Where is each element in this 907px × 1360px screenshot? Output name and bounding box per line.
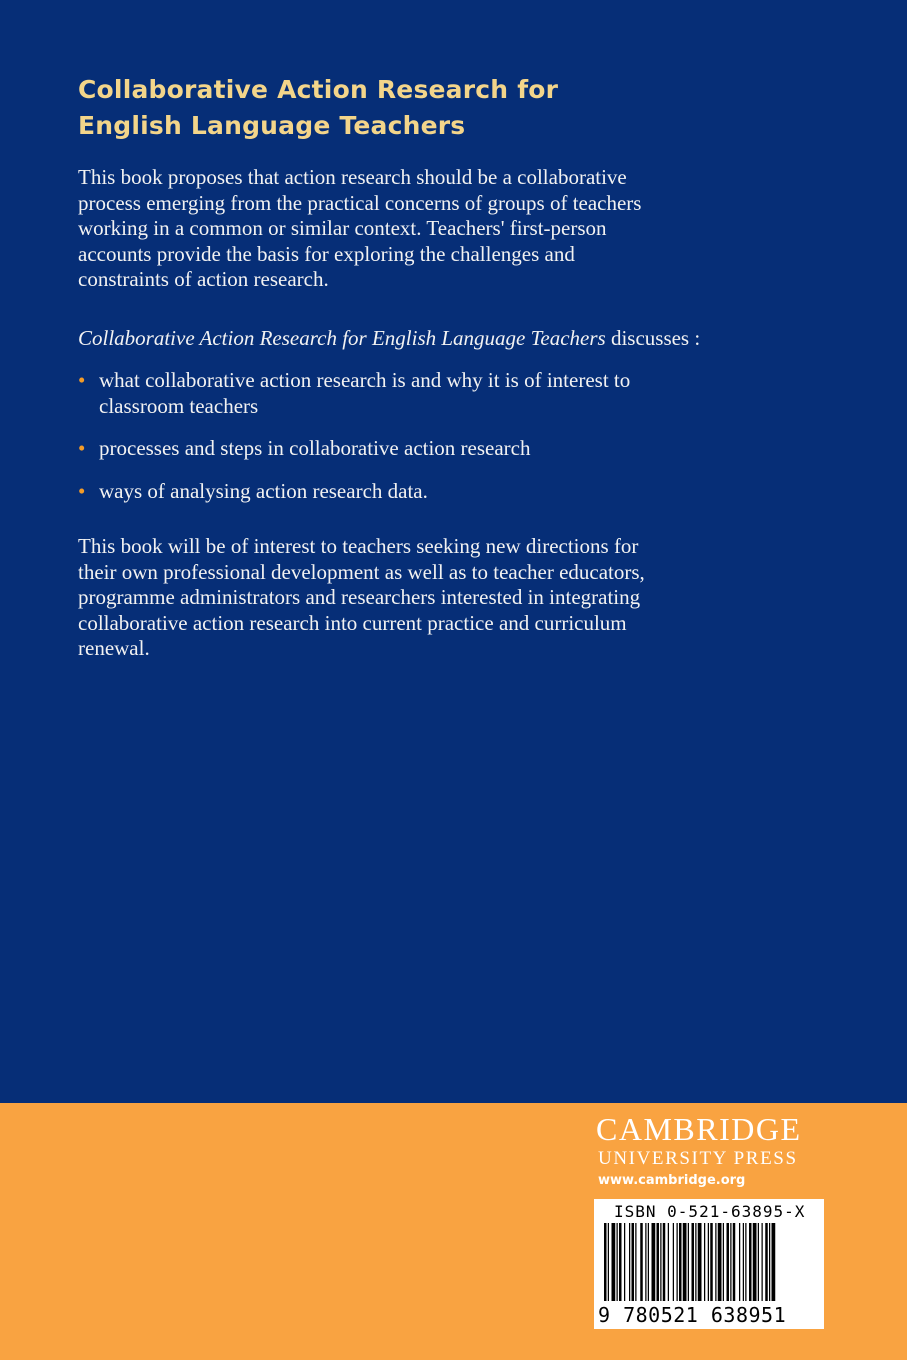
barcode-bar	[679, 1223, 682, 1301]
barcode-bar	[698, 1223, 702, 1301]
intro-line: constraints of action research.	[78, 267, 329, 292]
barcode-bar	[733, 1223, 736, 1301]
intro-line: This book proposes that action research should be a collaborative	[78, 165, 627, 189]
barcode-bar	[648, 1223, 649, 1301]
barcode-bar	[718, 1223, 722, 1301]
barcode-bar	[745, 1223, 746, 1301]
barcode-bar	[673, 1223, 674, 1301]
barcode-bar	[619, 1223, 622, 1301]
book-title	[78, 72, 678, 144]
barcode-bar	[688, 1223, 689, 1301]
barcode-bar	[715, 1223, 716, 1301]
intro-line: process emerging from the practical concerns of groups of teachers	[78, 190, 642, 215]
barcode-bar	[769, 1223, 770, 1301]
barcode-bar	[635, 1223, 636, 1301]
closing-line: renewal.	[78, 636, 150, 661]
barcode-bar	[617, 1223, 618, 1301]
closing-line: This book will be of interest to teachers seeking new directions for	[78, 534, 639, 558]
intro-paragraph	[78, 165, 718, 293]
list-item	[78, 436, 718, 462]
barcode-digits: 9 780521 638951	[598, 1303, 787, 1327]
barcode-bar	[640, 1223, 643, 1301]
barcode-bar	[660, 1223, 661, 1301]
barcode-bar	[612, 1223, 616, 1301]
discusses-book-title: Collaborative Action Research for English Language Teachers	[78, 326, 606, 350]
discusses-suffix: discusses :	[605, 326, 701, 350]
bullet-dot-icon: •	[78, 478, 86, 503]
barcode-bar	[762, 1223, 763, 1301]
discusses-line	[78, 326, 778, 352]
isbn-label: ISBN 0-521-63895-X	[614, 1202, 806, 1221]
closing-line: their own professional development as well as to teacher educators,	[78, 559, 645, 584]
barcode-bar	[765, 1223, 768, 1301]
barcode-bar	[727, 1223, 730, 1301]
barcode-bar	[723, 1223, 724, 1301]
barcode-bar	[708, 1223, 709, 1301]
barcode-bar	[758, 1223, 759, 1301]
closing-line: collaborative action research into current practice and curriculum	[78, 610, 627, 635]
barcode-bar	[749, 1223, 752, 1301]
barcode-bar	[624, 1223, 625, 1301]
list-item-line: ways of analysing action research data.	[99, 478, 428, 503]
barcode-bar	[704, 1223, 705, 1301]
barcode-bar	[739, 1223, 740, 1301]
barcode-bar	[692, 1223, 695, 1301]
bullet-dot-icon: •	[78, 436, 86, 461]
intro-line: accounts provide the basis for exploring the challenges and	[78, 241, 575, 266]
barcode-bar	[652, 1223, 656, 1301]
bullet-dot-icon: •	[78, 368, 86, 392]
barcode-bar	[695, 1223, 696, 1301]
barcode-bar	[604, 1223, 607, 1301]
barcode-bar	[730, 1223, 731, 1301]
publisher-url: www.cambridge.org	[598, 1173, 746, 1188]
barcode-bar	[608, 1223, 609, 1301]
barcode-bar	[629, 1223, 630, 1301]
barcode-bar	[668, 1223, 669, 1301]
list-item	[78, 368, 718, 419]
list-item-line: processes and steps in collaborative action research	[99, 436, 531, 461]
topic-list	[78, 368, 718, 521]
barcode-bar	[753, 1223, 757, 1301]
barcode-bar	[710, 1223, 713, 1301]
publisher-logo-name: CAMBRIDGE	[596, 1111, 802, 1147]
intro-line: working in a common or similar context. Teachers' first-person	[78, 216, 607, 241]
closing-paragraph	[78, 534, 778, 662]
barcode-bar	[772, 1223, 776, 1301]
barcode-icon	[600, 1223, 818, 1303]
book-title-line-2: English Language Teachers	[78, 111, 466, 140]
closing-line: programme administrators and researchers interested in integrating	[78, 585, 641, 610]
barcode-bar	[743, 1223, 744, 1301]
barcode-bar	[683, 1223, 687, 1301]
barcode-bar	[657, 1223, 660, 1301]
book-title-line-1: Collaborative Action Research for	[78, 75, 559, 104]
list-item-line: what collaborative action research is and why it is of interest to	[99, 368, 631, 392]
list-item	[78, 479, 718, 505]
barcode-bar	[663, 1223, 666, 1301]
barcode-bar	[632, 1223, 635, 1301]
barcode-bar	[645, 1223, 646, 1301]
list-item-line: classroom teachers	[99, 393, 259, 418]
barcode-bar	[677, 1223, 678, 1301]
publisher-logo-press: UNIVERSITY PRESS	[598, 1148, 798, 1169]
